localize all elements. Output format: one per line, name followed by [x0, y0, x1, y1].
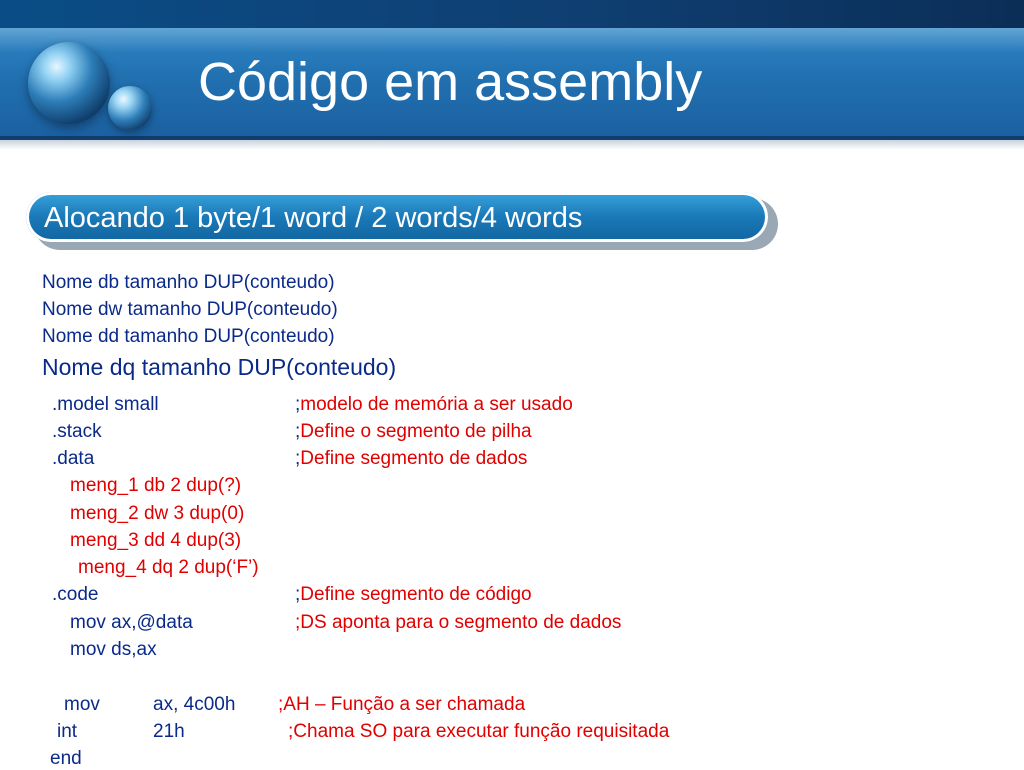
code-comment-mov-ax-data: ;DS aponta para o segmento de dados [295, 612, 622, 633]
code-line-mov-ds: mov ds,ax [70, 639, 157, 660]
comment-semicolon: ; [295, 584, 301, 605]
comment-text: Define segmento de código [300, 584, 532, 605]
syntax-line-dw: Nome dw tamanho DUP(conteudo) [42, 299, 338, 320]
slide-subtitle: Alocando 1 byte/1 word / 2 words/4 words [44, 202, 583, 234]
code-line-mov-ax-data: mov ax,@data [70, 612, 193, 633]
comment-semicolon: ; [295, 448, 301, 469]
syntax-line-db: Nome db tamanho DUP(conteudo) [42, 272, 335, 293]
code-line-end: end [50, 748, 82, 769]
top-band [0, 0, 1024, 28]
syntax-line-dd: Nome dd tamanho DUP(conteudo) [42, 326, 335, 347]
code-line-meng1: meng_1 db 2 dup(?) [70, 475, 242, 496]
code-line-meng3: meng_3 dd 4 dup(3) [70, 530, 242, 551]
code-comment-stack [295, 421, 532, 443]
comment-text: modelo de memória a ser usado [300, 394, 573, 415]
code-line-data: .data [52, 448, 95, 469]
code-comment-mov: ;AH – Função a ser chamada [278, 694, 526, 715]
comment-text: Define segmento de dados [300, 448, 528, 469]
code-line-model: .model small [52, 394, 159, 415]
header-shadow [0, 140, 1024, 150]
syntax-line-dq: Nome dq tamanho DUP(conteudo) [42, 354, 397, 380]
code-line-meng4: meng_4 dq 2 dup(‘F’) [78, 557, 259, 578]
small-globe-icon [108, 86, 152, 130]
comment-text: Define o segmento de pilha [300, 421, 532, 442]
header-sheen [0, 28, 1024, 52]
globe-logo-icon [28, 42, 110, 124]
code-args-mov: ax, 4c00h [153, 694, 236, 715]
code-line-code: .code [52, 584, 99, 605]
code-args-int: 21h [153, 721, 185, 742]
code-comment-int: ;Chama SO para executar função requisitada [288, 721, 670, 742]
code-instr-int: int [57, 721, 78, 742]
code-line-stack: .stack [52, 421, 102, 442]
code-line-meng2: meng_2 dw 3 dup(0) [70, 503, 245, 524]
slide-title: Código em assembly [198, 52, 703, 112]
code-comment-code [295, 584, 532, 606]
comment-semicolon: ; [295, 421, 301, 442]
code-comment-data [295, 448, 527, 470]
code-instr-mov: mov [64, 694, 100, 715]
code-comment-model [295, 394, 573, 416]
comment-semicolon: ; [295, 394, 301, 415]
